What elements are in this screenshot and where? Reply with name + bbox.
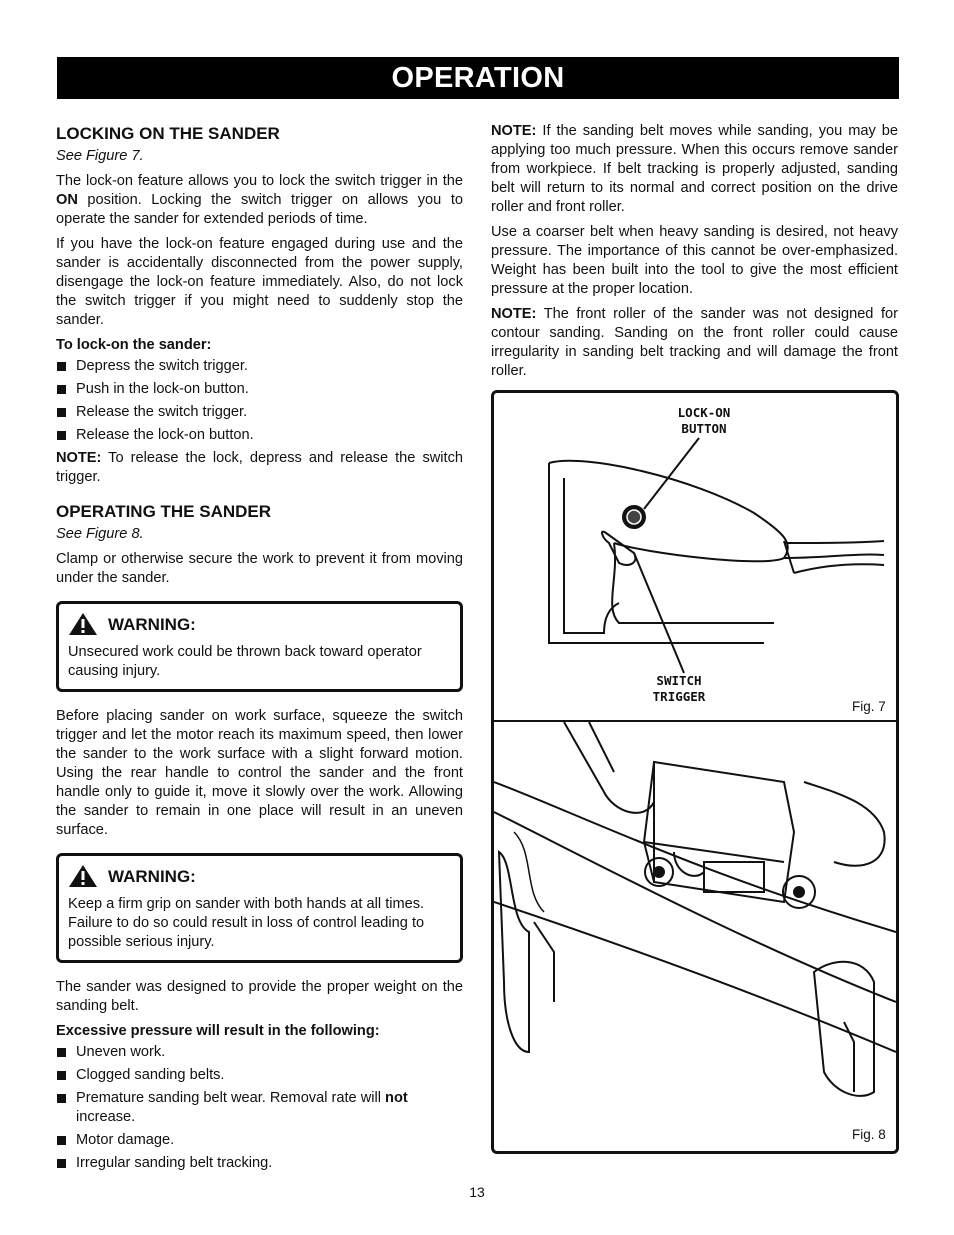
paragraph: Use a coarser belt when heavy sanding is desired, not heavy pressure. The importance of this cannot be over-emphasized. Weight has been built into the tool to give the most efficient pressure at the proper location. [491,224,898,297]
warning-triangle-icon [68,864,98,888]
figure-label: Fig. 7 [852,699,886,714]
list-item: Push in the lock-on button. [56,380,463,399]
steps-title: To lock-on the sander: [56,337,212,353]
list-item: Uneven work. [56,1043,463,1062]
page-title: OPERATION [57,57,899,99]
callout-switch-trigger: SWITCH TRIGGER [652,673,706,704]
list-item: Premature sanding belt wear. Removal rate will not increase. [56,1089,463,1127]
callout-lock-on-button: LOCK-ON BUTTON [677,405,731,436]
list-item: Release the lock-on button. [56,426,463,445]
section-heading-operating: OPERATING THE SANDER [56,502,272,521]
paragraph: Before placing sander on work surface, squeeze the switch trigger and let the motor reach its maximum speed, then lower the sander to the work surface with a slight forward motion. Using the rear handle to control the sander and the front handle only to guide it, move it slowly over the work. Allowing the sander to remain in one place will result in an uneven surface. [56,708,463,838]
note: NOTE: If the sanding belt moves while sanding, you may be applying too much pressure. When this occurs remove sander from workpiece. If belt tracking is properly adjusted, sanding belt will return to its normal and correct position on the drive roller and front roller. [491,123,898,215]
right-column [491,122,898,387]
figure-reference: See Figure 7. [56,148,144,164]
steps-list [56,357,463,445]
paragraph: The lock-on feature allows you to lock the switch trigger in the ON position. Locking the switch trigger on allows you to operate the sander for extended periods of time. [56,173,463,227]
warning-box [56,853,463,963]
paragraph: The sander was designed to provide the proper weight on the sanding belt. [56,979,463,1014]
figure-frame [491,390,899,1154]
list-item: Irregular sanding belt tracking. [56,1154,463,1173]
sander-on-workpiece-illustration [494,722,896,1151]
list-item: Depress the switch trigger. [56,357,463,376]
section-heading-locking: LOCKING ON THE SANDER [56,124,280,143]
note: NOTE: The front roller of the sander was not designed for contour sanding. Sanding on the front roller could cause irregularity in sanding belt tracking and will damage the front roller. [491,306,898,379]
warning-title: WARNING: [108,614,196,634]
list-item: Motor damage. [56,1131,463,1150]
excess-title: Excessive pressure will result in the following: [56,1023,380,1039]
list-item: Release the switch trigger. [56,403,463,422]
warning-box [56,601,463,692]
figure-label: Fig. 8 [852,1127,886,1142]
excess-list [56,1043,463,1173]
warning-text: Keep a firm grip on sander with both hands at all times. Failure to do so could result in loss of control leading to possible serious injury. [68,896,425,950]
list-item: Clogged sanding belts. [56,1066,463,1085]
paragraph: Clamp or otherwise secure the work to prevent it from moving under the sander. [56,551,463,586]
page-number: 13 [469,1184,485,1200]
warning-title: WARNING: [108,866,196,886]
warning-triangle-icon [68,612,98,636]
left-column [56,123,463,1177]
figure-reference: See Figure 8. [56,526,144,542]
sander-handle-illustration [494,393,896,720]
paragraph: If you have the lock-on feature engaged during use and the sander is accidentally disconnected from the power supply, disengage the lock-on feature immediately. Also, do not lock the switch trigger if you might need to suddenly stop the sander. [56,236,463,328]
note: NOTE: To release the lock, depress and release the switch trigger. [56,450,463,485]
warning-text: Unsecured work could be thrown back toward operator causing injury. [68,644,422,679]
